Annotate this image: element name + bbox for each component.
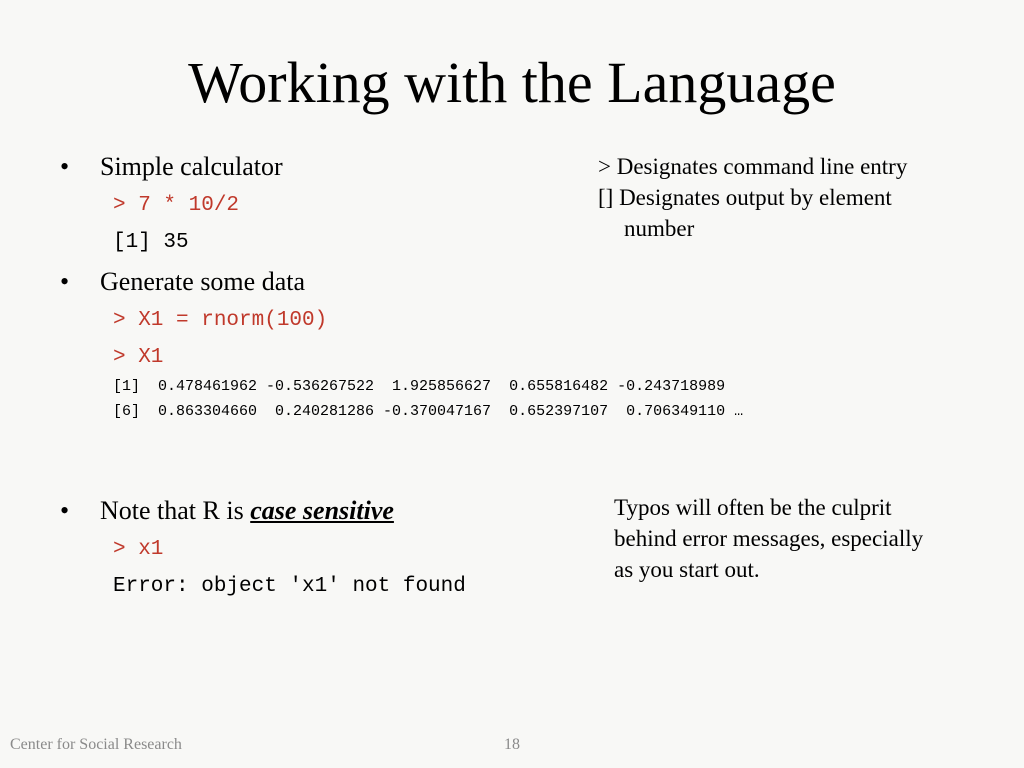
code-command: > X1 [113, 346, 164, 369]
code-command: > x1 [113, 538, 164, 561]
typo-note-line: Typos will often be the culprit [614, 495, 892, 520]
code-output: [1] 0.478461962 -0.536267522 1.925856627 0.655816482 -0.243718989 [113, 378, 726, 395]
bullet-marker: • [60, 496, 70, 525]
code-output: [6] 0.863304660 0.240281286 -0.370047167 0.652397107 0.706349110 … [113, 403, 744, 420]
typo-note [614, 492, 923, 585]
emphasis-text: case sensitive [250, 496, 394, 525]
bullet-text: Note that R is [100, 496, 251, 525]
typo-note-line: as you start out. [614, 557, 760, 582]
footer-page-number: 18 [504, 736, 520, 753]
bullet-marker: • [60, 267, 70, 296]
legend-note [598, 151, 907, 244]
code-command: > X1 = rnorm(100) [113, 309, 328, 332]
footer-organization: Center for Social Research [10, 736, 182, 753]
code-error-output: Error: object 'x1' not found [113, 575, 466, 598]
slide-title: Working with the Language [188, 50, 836, 115]
bullet-simple-calculator [60, 151, 283, 183]
code-command: > 7 * 10/2 [113, 194, 240, 217]
legend-line: [] Designates output by element [598, 185, 892, 210]
code-output: [1] 35 [113, 231, 189, 254]
bullet-case-sensitive [60, 495, 394, 527]
legend-line: > Designates command line entry [598, 154, 908, 179]
bullet-generate-data [60, 266, 305, 298]
legend-line: number [624, 216, 695, 241]
typo-note-line: behind error messages, especially [614, 526, 924, 551]
bullet-text: Simple calculator [100, 152, 283, 181]
bullet-marker: • [60, 152, 70, 181]
bullet-text: Generate some data [100, 267, 306, 296]
